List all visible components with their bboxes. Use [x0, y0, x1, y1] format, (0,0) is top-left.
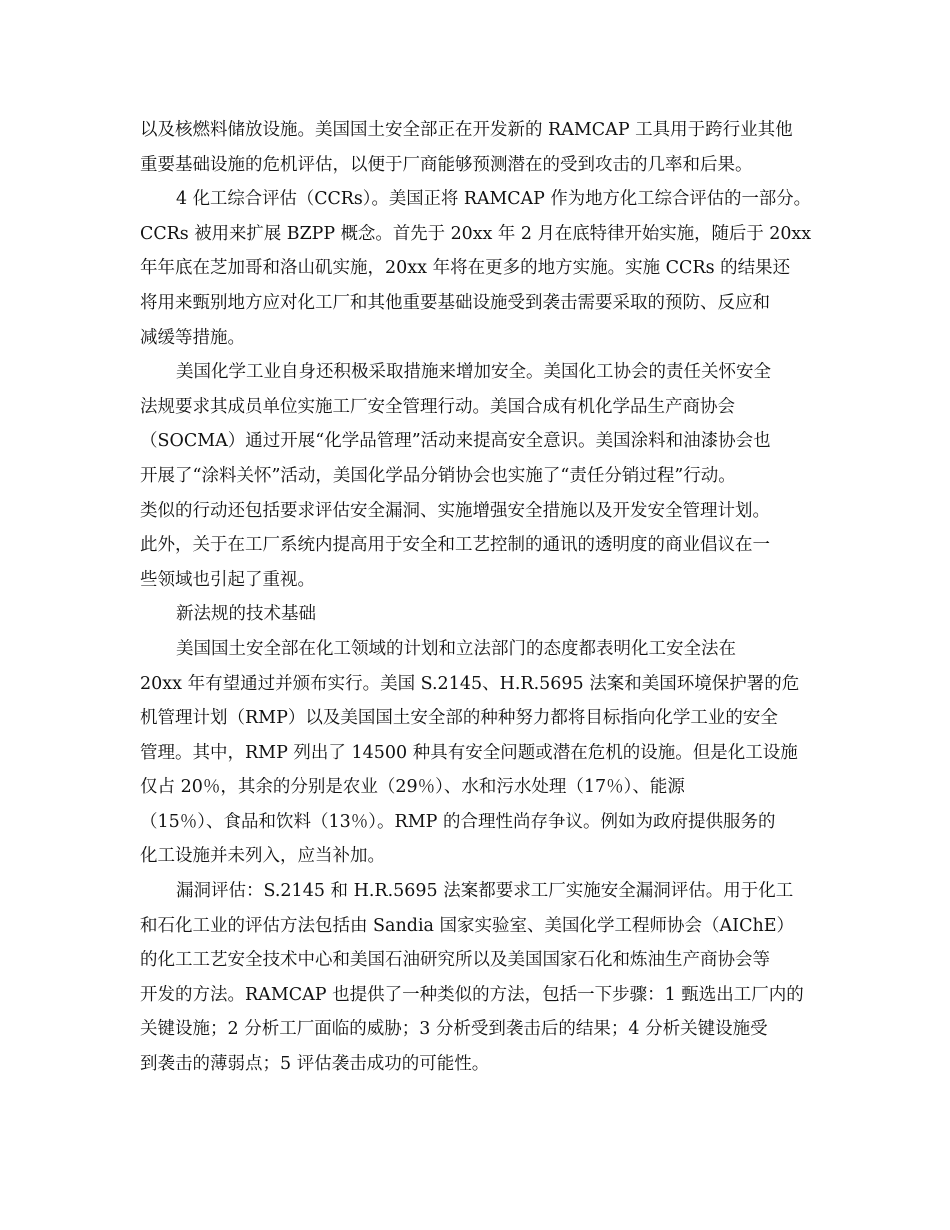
text-line: 此外，关于在工厂系统内提高用于安全和工艺控制的通讯的透明度的商业倡议在一: [140, 535, 770, 556]
text-line: 的化工工艺安全技术中心和美国石油研究所以及美国国家石化和炼油生产商协会等: [140, 950, 770, 971]
section-heading: 新法规的技术基础: [176, 604, 316, 625]
text-line: 管理。其中，RMP 列出了 14500 种具有安全问题或潜在危机的设施。但是化工设施: [140, 742, 798, 763]
text-line: 年年底在芝加哥和洛山矶实施，20xx 年将在更多的地方实施。实施 CCRs 的结果还: [140, 258, 791, 279]
text-line: 些领域也引起了重视。: [140, 569, 315, 590]
text-line: 美国化学工业自身还积极采取措施来增加安全。美国化工协会的责任关怀安全: [176, 362, 771, 383]
text-line: 仅占 20％，其余的分别是农业（29％）、水和污水处理（17％）、能源: [140, 777, 685, 798]
text-line: 开展了“涂料关怀”活动，美国化学品分销协会也实施了“责任分销过程”行动。: [140, 465, 736, 486]
text-line: 机管理计划（RMP）以及美国国土安全部的种种努力都将目标指向化学工业的安全: [140, 708, 778, 729]
text-line: 以及核燃料储放设施。美国国土安全部正在开发新的 RAMCAP 工具用于跨行业其他: [140, 120, 793, 140]
text-line: 和石化工业的评估方法包括由 Sandia 国家实验室、美国化学工程师协会（AIChE）: [140, 915, 795, 936]
text-line: 减缓等措施。: [140, 327, 245, 348]
text-line: CCRs 被用来扩展 BZPP 概念。首先于 20xx 年 2 月在底特律开始实施，随后于 20xx: [140, 223, 812, 244]
text-line: （15％）、食品和饮料（13％）。RMP 的合理性尚存争议。例如为政府提供服务的: [140, 811, 776, 832]
text-line: （SOCMA）通过开展“化学品管理”活动来提高安全意识。美国涂料和油漆协会也: [140, 431, 771, 452]
text-line: 开发的方法。RAMCAP 也提供了一种类似的方法，包括一下步骤：1 甄选出工厂内的: [140, 984, 804, 1005]
text-line: 将用来甄别地方应对化工厂和其他重要基础设施受到袭击需要采取的预防、反应和: [140, 292, 770, 313]
text-line: 化工设施并未列入，应当补加。: [140, 846, 385, 867]
text-line: 20xx 年有望通过并颁布实行。美国 S.2145、H.R.5695 法案和美国环境保护署的危: [140, 673, 800, 694]
text-line: 漏洞评估：S.2145 和 H.R.5695 法案都要求工厂实施安全漏洞评估。用于化工: [176, 881, 794, 902]
text-line: 4 化工综合评估（CCRs）。美国正将 RAMCAP 作为地方化工综合评估的一部分。: [176, 189, 811, 210]
text-line: 重要基础设施的危机评估，以便于厂商能够预测潜在的受到攻击的几率和后果。: [140, 154, 753, 175]
text-line: 美国国土安全部在化工领域的计划和立法部门的态度都表明化工安全法在: [176, 638, 736, 659]
document-body: [140, 113, 812, 1082]
text-line: 类似的行动还包括要求评估安全漏洞、实施增强安全措施以及开发安全管理计划。: [140, 500, 770, 521]
text-line: 关键设施；2 分析工厂面临的威胁；3 分析受到袭击后的结果；4 分析关键设施受: [140, 1019, 768, 1040]
text-line: 法规要求其成员单位实施工厂安全管理行动。美国合成有机化学品生产商协会: [140, 396, 735, 417]
text-line: 到袭击的薄弱点；5 评估袭击成功的可能性。: [140, 1054, 490, 1075]
